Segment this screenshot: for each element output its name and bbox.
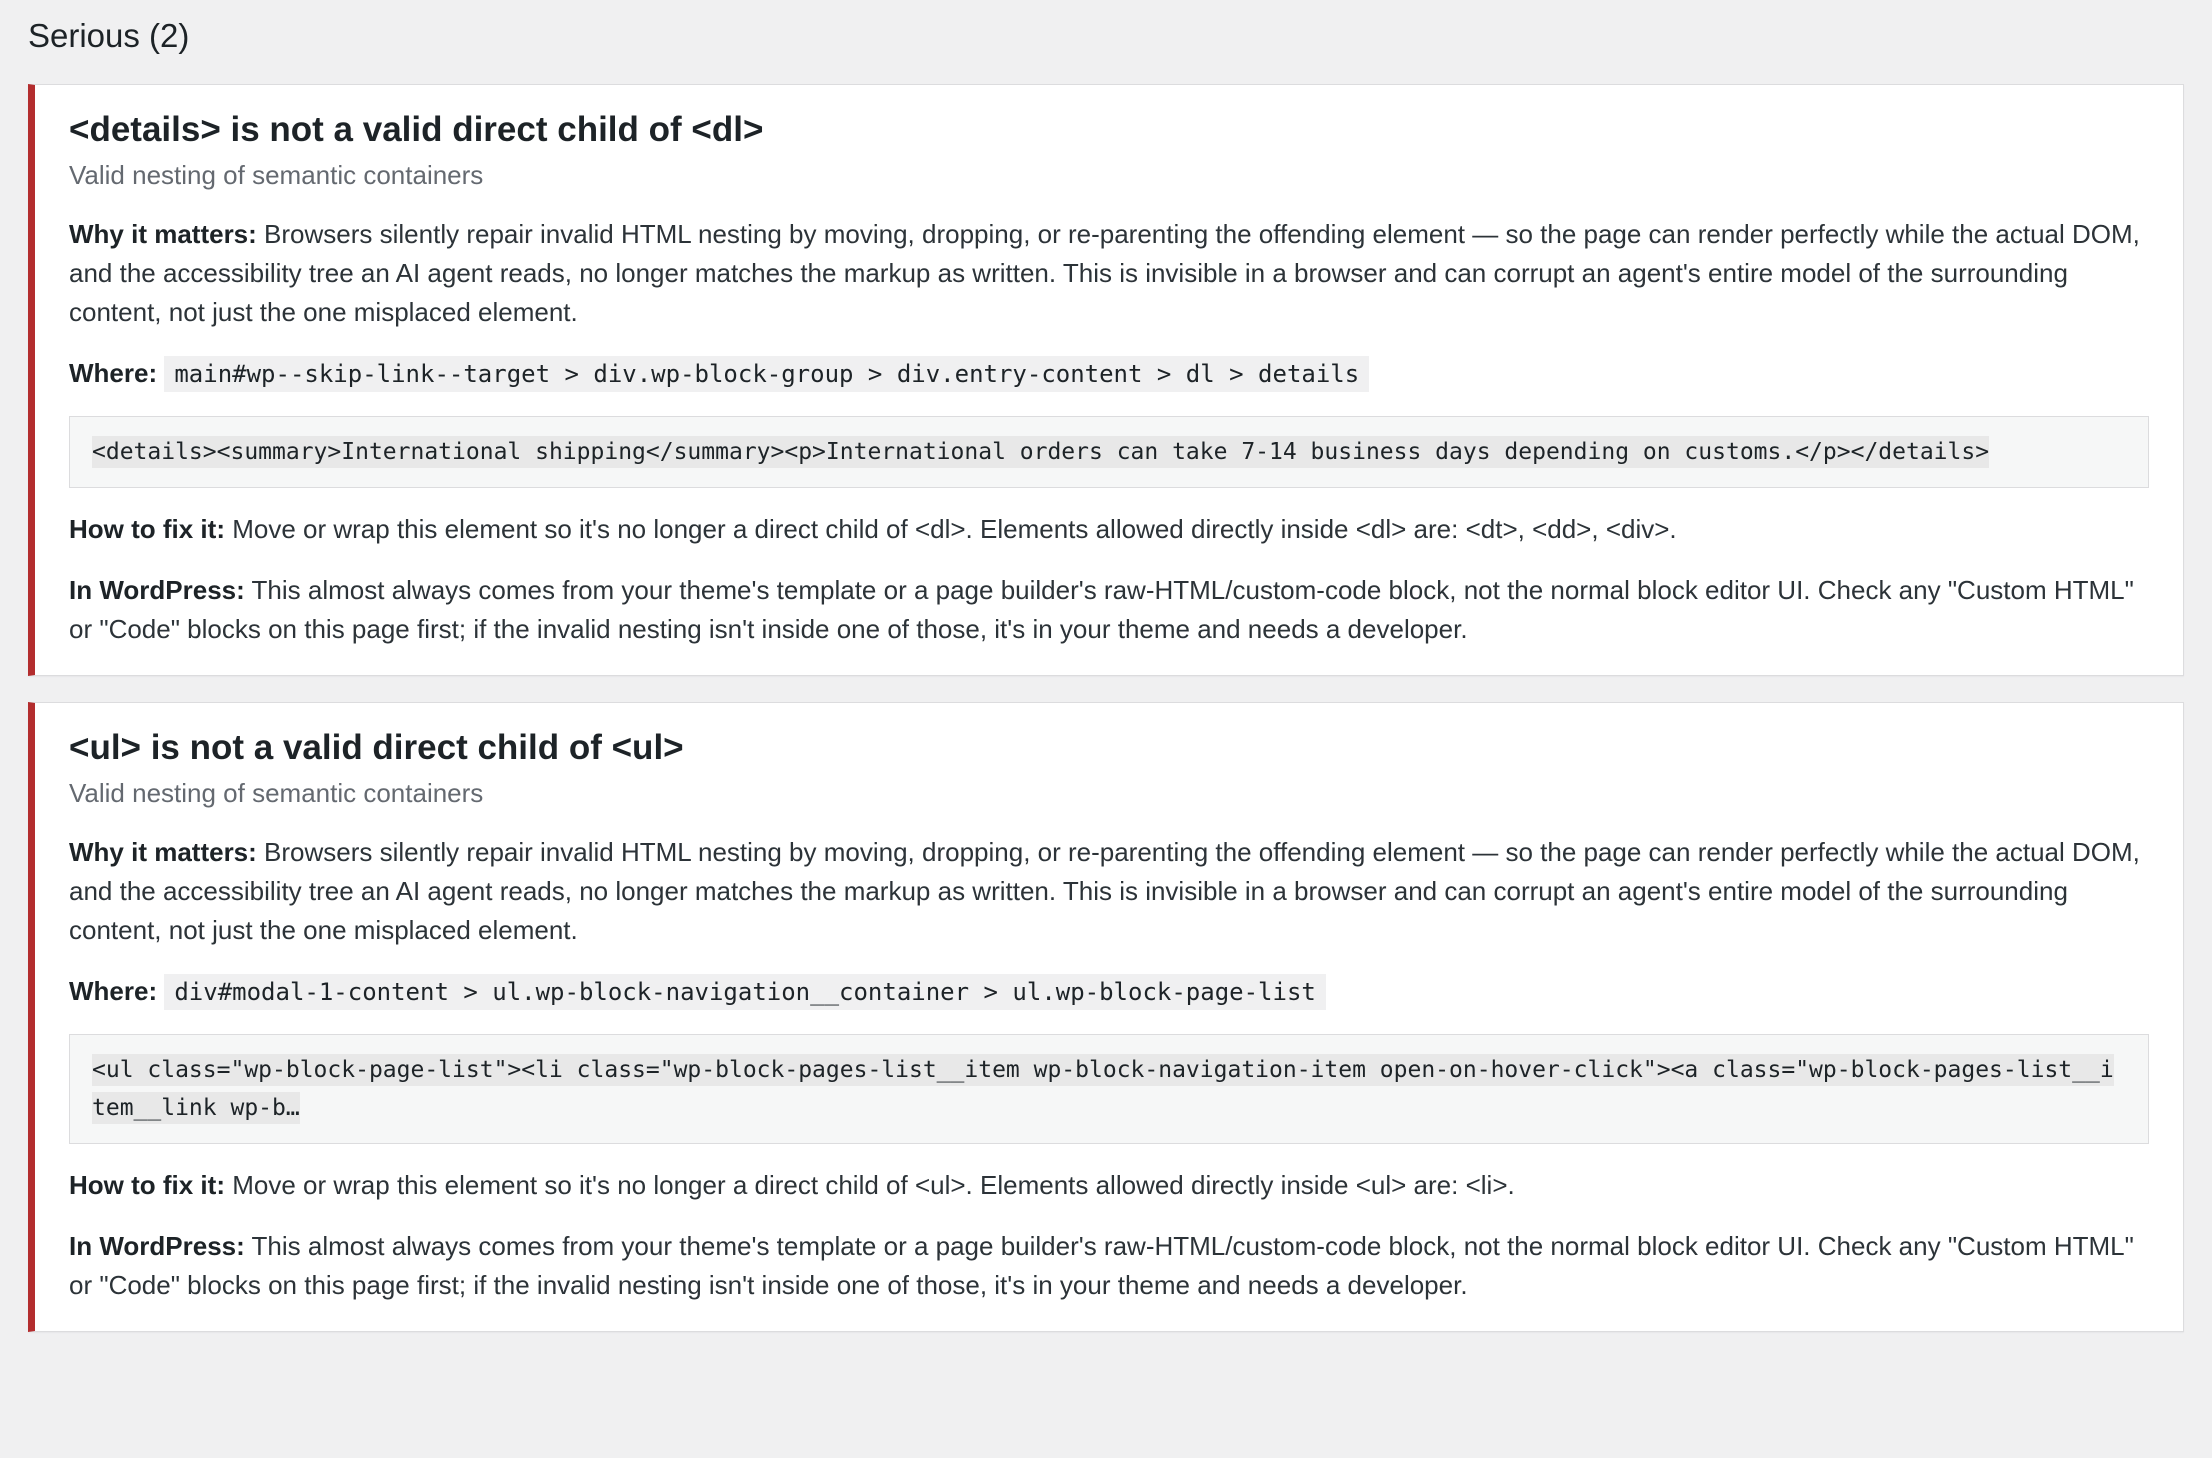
issue-rule-subtitle: Valid nesting of semantic containers xyxy=(69,778,484,808)
how-to-fix xyxy=(69,510,2149,549)
code-snippet: <ul class="wp-block-page-list"><li class="wp-block-pages-list__item wp-block-navigation-item open-on-hover-click"><a class="wp-block-pages-list__item__link wp-b… xyxy=(92,1054,2114,1124)
fix-label: How to fix it: xyxy=(69,514,225,544)
fix-text: Move or wrap this element so it's no longer a direct child of <ul>. Elements allowed directly inside <ul> are: <li>. xyxy=(232,1170,1515,1200)
severity-heading: Serious (2) xyxy=(28,17,190,54)
code-snippet-box xyxy=(69,416,2149,488)
where-row xyxy=(69,354,2149,394)
why-text: Browsers silently repair invalid HTML nesting by moving, dropping, or re-parenting the offending element — so the page can render perfectly while the actual DOM, and the accessibility tree an AI agent reads, no longer matches the markup as written. This is invisible in a browser and can corrupt an agent's entire model of the surrounding content, not just the one misplaced element. xyxy=(69,837,2140,945)
issue-title: <ul> is not a valid direct child of <ul> xyxy=(69,728,684,767)
issue-title: <details> is not a valid direct child of <dl> xyxy=(69,110,764,149)
where-label: Where: xyxy=(69,976,158,1006)
issue-card xyxy=(28,702,2184,1332)
wordpress-note xyxy=(69,1227,2149,1305)
wordpress-label: In WordPress: xyxy=(69,1231,245,1261)
wordpress-note xyxy=(69,571,2149,649)
wordpress-text: This almost always comes from your theme's template or a page builder's raw-HTML/custom-code block, not the normal block editor UI. Check any "Custom HTML" or "Code" blocks on this page first; if the invalid nesting isn't inside one of those, it's in your theme and needs a developer. xyxy=(69,1231,2134,1300)
fix-text: Move or wrap this element so it's no longer a direct child of <dl>. Elements allowed directly inside <dl> are: <dt>, <dd>, <div>. xyxy=(232,514,1677,544)
element-selector: main#wp--skip-link--target > div.wp-block-group > div.entry-content > dl > details xyxy=(164,356,1369,392)
issue-rule-subtitle: Valid nesting of semantic containers xyxy=(69,160,484,190)
wordpress-label: In WordPress: xyxy=(69,575,245,605)
fix-label: How to fix it: xyxy=(69,1170,225,1200)
where-row xyxy=(69,972,2149,1012)
wordpress-text: This almost always comes from your theme's template or a page builder's raw-HTML/custom-code block, not the normal block editor UI. Check any "Custom HTML" or "Code" blocks on this page first; if the invalid nesting isn't inside one of those, it's in your theme and needs a developer. xyxy=(69,575,2134,644)
issue-card xyxy=(28,84,2184,676)
element-selector: div#modal-1-content > ul.wp-block-navigation__container > ul.wp-block-page-list xyxy=(164,974,1326,1010)
why-label: Why it matters: xyxy=(69,837,257,867)
why-it-matters xyxy=(69,833,2149,950)
how-to-fix xyxy=(69,1166,2149,1205)
where-label: Where: xyxy=(69,358,158,388)
why-it-matters xyxy=(69,215,2149,332)
why-label: Why it matters: xyxy=(69,219,257,249)
code-snippet-box xyxy=(69,1034,2149,1144)
why-text: Browsers silently repair invalid HTML nesting by moving, dropping, or re-parenting the offending element — so the page can render perfectly while the actual DOM, and the accessibility tree an AI agent reads, no longer matches the markup as written. This is invisible in a browser and can corrupt an agent's entire model of the surrounding content, not just the one misplaced element. xyxy=(69,219,2140,327)
code-snippet: <details><summary>International shipping</summary><p>International orders can take 7-14 business days depending on customs.</p></details> xyxy=(92,436,1989,468)
